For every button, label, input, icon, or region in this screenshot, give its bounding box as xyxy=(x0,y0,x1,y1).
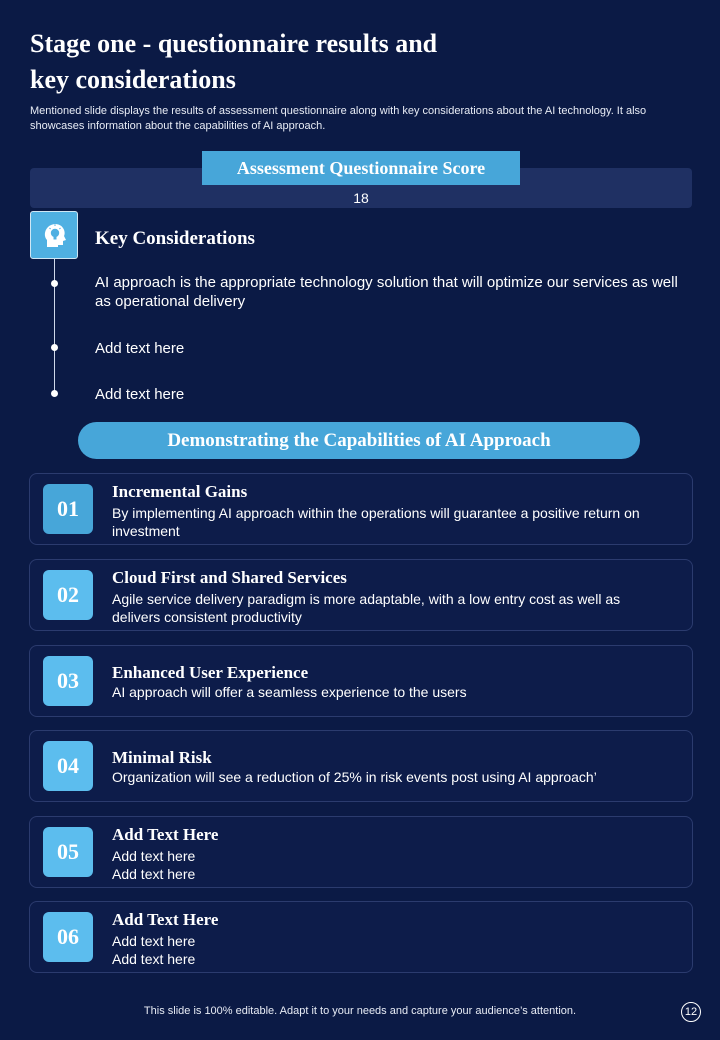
timeline-dot xyxy=(51,390,58,397)
card-description-line: Add text here xyxy=(112,848,196,864)
capability-card xyxy=(29,901,693,973)
card-description xyxy=(112,932,672,968)
title-line-1: Stage one - questionnaire results and xyxy=(30,29,438,58)
card-title: Minimal Risk xyxy=(112,748,212,767)
page-number: 12 xyxy=(681,1002,701,1022)
card-description: By implementing AI approach within the operations will guarantee a positive return on investment xyxy=(112,505,640,539)
score-label: Assessment Questionnaire Score xyxy=(202,151,520,185)
capability-card xyxy=(29,559,693,631)
card-number: 05 xyxy=(43,827,93,877)
card-number: 01 xyxy=(43,484,93,534)
card-title: Add Text Here xyxy=(112,825,219,844)
capabilities-heading: Demonstrating the Capabilities of AI Approach xyxy=(78,422,640,459)
card-title: Cloud First and Shared Services xyxy=(112,568,347,587)
card-number: 03 xyxy=(43,656,93,706)
score-value: 18 xyxy=(353,190,369,206)
card-number: 02 xyxy=(43,570,93,620)
page-subtitle: Mentioned slide displays the results of assessment questionnaire along with key considerations about the AI technology. It also showcases information about the capabilities of AI approach. xyxy=(30,105,647,132)
timeline-dot xyxy=(51,344,58,351)
page-title xyxy=(30,26,550,98)
capability-card xyxy=(29,816,693,888)
card-description xyxy=(112,847,672,883)
card-number: 06 xyxy=(43,912,93,962)
card-number: 04 xyxy=(43,741,93,791)
consideration-item: AI approach is the appropriate technology solution that will optimize our services as well as operational delivery xyxy=(95,274,678,310)
consideration-item: Add text here xyxy=(95,386,185,403)
card-title: Incremental Gains xyxy=(112,482,248,501)
card-title: Add Text Here xyxy=(112,910,219,929)
footer-note: This slide is 100% editable. Adapt it to your needs and capture your audience’s attention. xyxy=(143,1005,577,1017)
card-description-line: Add text here xyxy=(112,866,196,882)
card-description: Organization will see a reduction of 25% in risk events post using AI approach’ xyxy=(112,769,597,785)
card-description: AI approach will offer a seamless experience to the users xyxy=(112,684,467,700)
card-description-line: Add text here xyxy=(112,933,196,949)
card-title: Enhanced User Experience xyxy=(112,663,309,682)
card-description-line: Add text here xyxy=(112,951,196,967)
capability-card xyxy=(29,730,693,802)
capability-card xyxy=(29,645,693,717)
capability-card xyxy=(29,473,693,545)
timeline-dot xyxy=(51,280,58,287)
key-considerations-heading: Key Considerations xyxy=(95,228,255,249)
consideration-item: Add text here xyxy=(95,340,185,357)
title-line-2: key considerations xyxy=(30,65,236,94)
card-description: Agile service delivery paradigm is more adaptable, with a low entry cost as well as delivers consistent productivity xyxy=(112,591,621,625)
lightbulb-head-icon xyxy=(30,211,78,259)
